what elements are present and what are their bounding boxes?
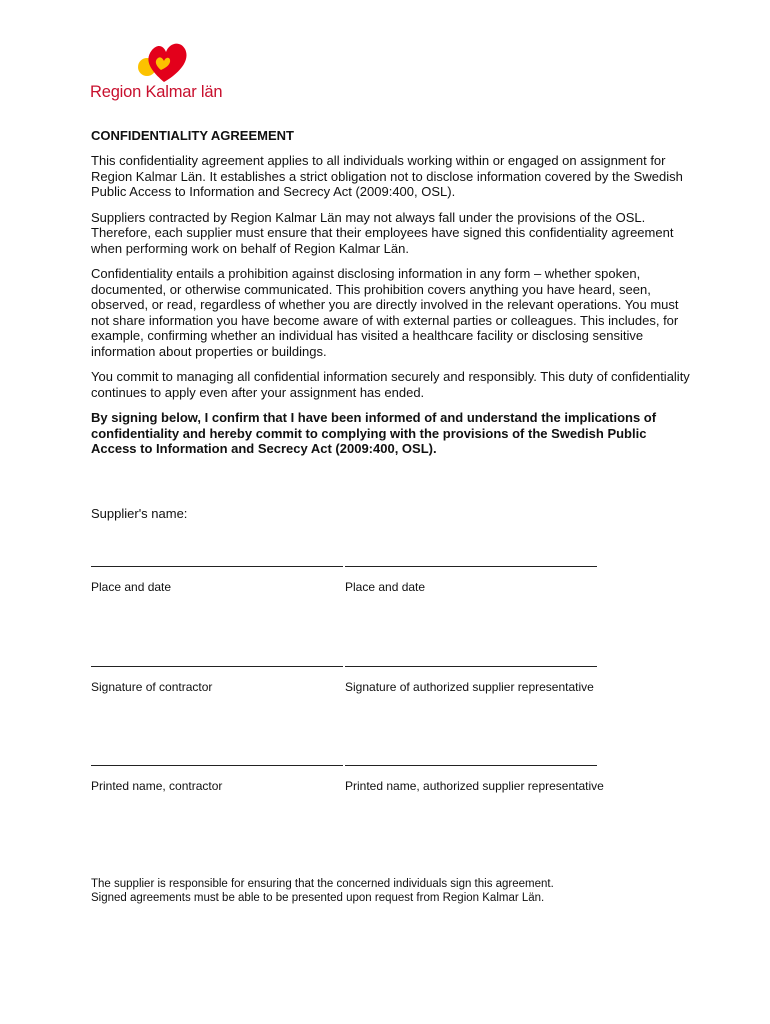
representative-signature-line[interactable] (345, 666, 597, 667)
place-date-representative-line[interactable] (345, 566, 597, 567)
place-date-contractor-line[interactable] (91, 566, 343, 567)
representative-printed-name-line[interactable] (345, 765, 597, 766)
footer-note (91, 877, 554, 905)
caption-left: Place and date (91, 580, 172, 594)
paragraph-scope: This confidentiality agreement applies to all individuals working within or engaged on assignment for Region Kalmar Län. It establishes a strict obligation not to disclose information covered by the Swedish Public Access to Information and Secrecy Act (2009:400, OSL). (91, 153, 683, 199)
signature-row-place-date (91, 566, 651, 606)
logo-text: Region Kalmar län (90, 83, 223, 101)
declaration: By signing below, I confirm that I have been informed of and understand the implications of confidentiality and hereby commit to complying with the provisions of the Swedish Public Access to Information and Secrecy Act (2009:400, OSL). (91, 410, 657, 456)
heart-sun-logo-icon (134, 40, 190, 84)
supplier-name-label: Supplier's name: (91, 506, 188, 521)
caption-right: Printed name, authorized supplier representative (345, 779, 604, 793)
caption-right: Signature of authorized supplier representative (345, 680, 594, 694)
paragraph-prohibition: Confidentiality entails a prohibition against disclosing information in any form – whether spoken, documented, or otherwise communicated. This prohibition covers anything you have heard, seen, observed, or read, regardless of whether you are directly involved in the relevant operations. You must not share information you have become aware of with external parties or colleagues. This includes, for example, confirming whether an individual has visited a healthcare facility or disclosing sensitive information about properties or buildings. (91, 266, 679, 359)
caption-left: Printed name, contractor (91, 779, 223, 793)
paragraph-suppliers: Suppliers contracted by Region Kalmar Län may not always fall under the provisions of the OSL. Therefore, each supplier must ensure that their employees have signed this confidentiality agreement when performing work on behalf of Region Kalmar Län. (91, 209, 674, 256)
caption-left: Signature of contractor (91, 680, 213, 694)
contractor-signature-line[interactable] (91, 666, 343, 667)
paragraph-commitment: You commit to managing all confidential information securely and responsibly. This duty of confidentiality continues to apply even after your assignment has ended. (91, 369, 690, 400)
signature-row-signature (91, 666, 651, 706)
signature-row-printed-name (91, 765, 651, 805)
footer-line: The supplier is responsible for ensuring that the concerned individuals sign this agreement. (91, 878, 554, 890)
agreement-body (91, 128, 691, 467)
footer-line: Signed agreements must be able to be presented upon request from Region Kalmar Län. (91, 892, 545, 904)
contractor-printed-name-line[interactable] (91, 765, 343, 766)
caption-right: Place and date (345, 580, 426, 594)
document-title: CONFIDENTIALITY AGREEMENT (91, 128, 294, 143)
region-kalmar-logo (90, 40, 240, 104)
